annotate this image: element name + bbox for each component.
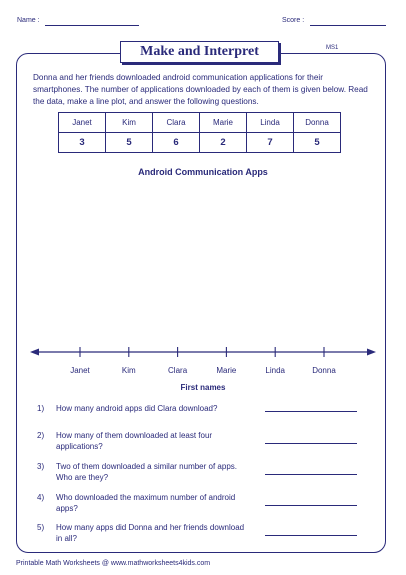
table-cell-name: Linda [247, 113, 294, 133]
answer-line[interactable] [265, 505, 357, 506]
table-cell-name: Marie [200, 113, 247, 133]
name-input-line[interactable] [45, 25, 139, 26]
table-cell-value: 5 [106, 133, 153, 153]
footer-text: Printable Math Worksheets @ www.mathworksheets4kids.com [16, 560, 211, 567]
intro-text: Donna and her friends downloaded android communication applications for their smartphones. The number of applications downloaded by each of them is given below. Read the data, make a line plot, and answer the following questions. [33, 73, 368, 106]
x-tick-label: Janet [70, 366, 90, 375]
score-label: Score : [282, 17, 305, 24]
question-text: How many apps did Donna and her friends download in all? [56, 523, 245, 543]
question-number: 5) [37, 523, 45, 532]
table-cell-value: 5 [294, 133, 341, 153]
axis-arrow-left-icon [30, 349, 39, 356]
x-tick-label: Marie [216, 366, 237, 375]
worksheet-code: MS1 [326, 45, 339, 51]
x-tick-label: Kim [121, 366, 136, 375]
answer-line[interactable] [265, 535, 357, 536]
answer-line[interactable] [265, 443, 357, 444]
x-axis-title: First names [180, 383, 226, 392]
table-cell-value: 2 [200, 133, 247, 153]
line-plot-axis [0, 340, 406, 364]
table-cell-name: Donna [294, 113, 341, 133]
question-number: 3) [37, 462, 45, 471]
table-cell-name: Clara [153, 113, 200, 133]
question-text: How many of them downloaded at least four applications? [56, 431, 213, 451]
axis-arrow-right-icon [367, 349, 376, 356]
table-row-values [59, 133, 341, 153]
table-cell-value: 3 [59, 133, 106, 153]
table-cell-name: Janet [59, 113, 106, 133]
x-tick-label: Donna [312, 366, 336, 375]
x-tick-label: Clara [168, 366, 188, 375]
question-number: 2) [37, 431, 45, 440]
question-text: Two of them downloaded a similar number of apps. Who are they? [56, 462, 237, 482]
x-tick-label: Linda [265, 366, 285, 375]
answer-line[interactable] [265, 411, 357, 412]
answer-line[interactable] [265, 474, 357, 475]
score-input-line[interactable] [310, 25, 386, 26]
question-number: 1) [37, 404, 45, 413]
table-cell-value: 7 [247, 133, 294, 153]
chart-title: Android Communication Apps [138, 167, 268, 177]
question-number: 4) [37, 493, 45, 502]
name-label: Name : [17, 17, 40, 24]
table-row-names [59, 113, 341, 133]
worksheet-title: Make and Interpret [120, 41, 279, 63]
table-cell-value: 6 [153, 133, 200, 153]
table-cell-name: Kim [106, 113, 153, 133]
data-table [58, 112, 341, 153]
question-text: How many android apps did Clara download? [56, 404, 218, 413]
question-text: Who downloaded the maximum number of android apps? [56, 493, 236, 513]
